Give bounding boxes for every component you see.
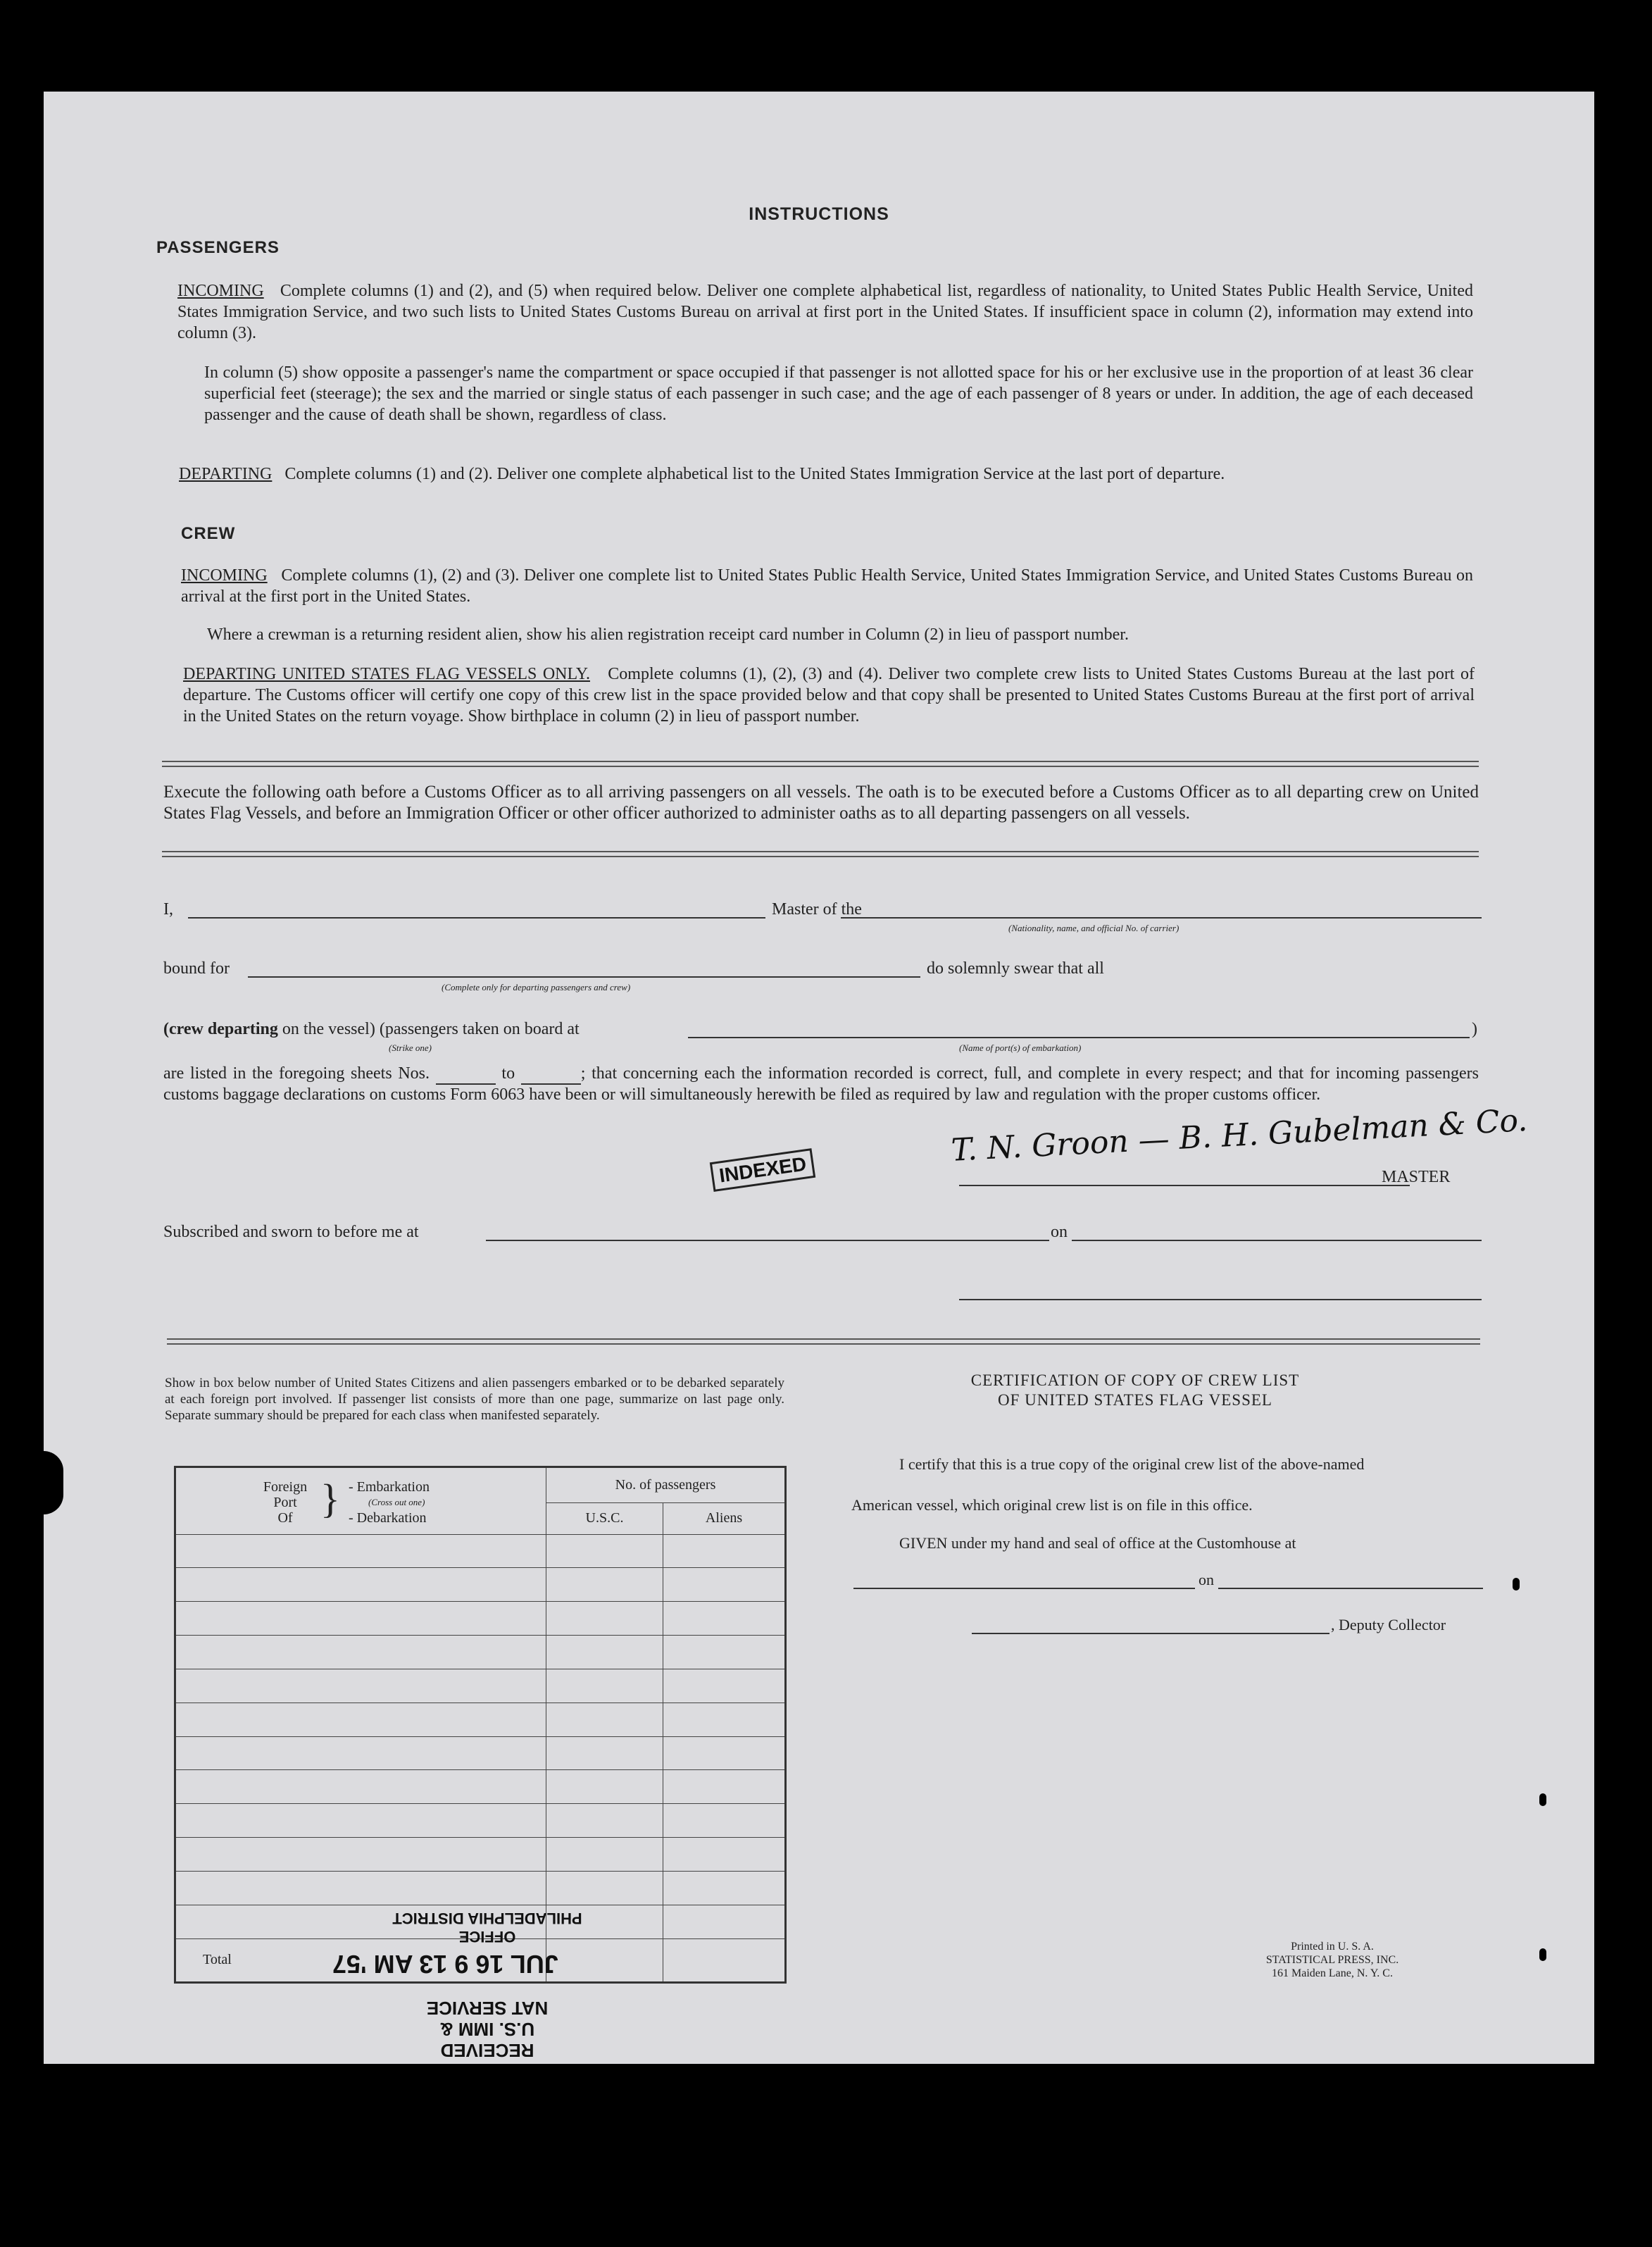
port-cell[interactable] (175, 1602, 546, 1636)
bound-for-label: bound for (163, 959, 230, 978)
debarkation-option[interactable]: - Debarkation (349, 1510, 427, 1526)
departing-flag-text: Complete columns (1), (2), (3) and (4). Deliver two complete crew lists to United States Customs Bureau at the last port of departure. The Customs officer will certify one copy of this crew list in the space provided below and that copy shall be presented to United States Customs Bureau at the first port of arrival in the United States on the return voyage. Show birthplace in column (2) in lieu of passport number. (183, 665, 1475, 726)
aliens-cell[interactable] (663, 1636, 786, 1669)
aliens-cell[interactable] (663, 1770, 786, 1804)
no-passengers-header: No. of passengers (546, 1467, 786, 1503)
aliens-cell[interactable] (663, 1703, 786, 1736)
crew-heading: CREW (181, 524, 236, 543)
cross-out-caption: (Cross out one) (368, 1496, 425, 1507)
departing-passengers-instruction (179, 463, 1473, 485)
incoming-text: Complete columns (1) and (2), and (5) when required below. Deliver one complete alphabetical list, regardless of nationality, to United States Public Health Service, United States Immigration Service, and two such lists to United States Customs Bureau on arrival at first port in the United States. If insufficient space in column (2), information may extend into column (3). (177, 282, 1473, 342)
crew-incoming-instruction (181, 565, 1473, 607)
listed-to: to (501, 1064, 515, 1083)
phila-office-line: OFFICE (458, 1928, 516, 1946)
bound-caption: (Complete only for departing passengers and crew) (442, 982, 631, 992)
certification-title-line-2: OF UNITED STATES FLAG VESSEL (998, 1391, 1272, 1409)
sworn-location-field[interactable] (486, 1240, 1049, 1241)
torn-edge (44, 1451, 63, 1514)
officer-signature-field[interactable] (959, 1299, 1482, 1300)
received-date-stamp: JUL 16 9 13 AM '57 (332, 1950, 558, 1979)
philadelphia-district-stamp (339, 1909, 635, 1946)
column5-instruction: In column (5) show opposite a passenger's name the compartment or space occupied if that passenger is not allotted space for his or her exclusive use in the proportion of at least 36 clear superficial feet (steerage); the sex and the married or single status of each passenger in such case; and the age of each passenger of 8 years or under. In addition, the age of each deceased passenger and the cause of death shall be shown, regardless of class. (204, 363, 1473, 424)
crew-departing-option[interactable]: (crew departing (163, 1020, 278, 1038)
cert-date-field[interactable] (1218, 1588, 1483, 1589)
usc-cell[interactable] (546, 1568, 663, 1602)
punch-hole (1539, 1948, 1546, 1961)
incoming-label: INCOMING (177, 282, 264, 300)
port-cell[interactable] (175, 1804, 546, 1838)
aliens-cell[interactable] (663, 1871, 786, 1905)
embarkation-port-field[interactable] (688, 1037, 1470, 1038)
sworn-date-field[interactable] (1072, 1240, 1482, 1241)
usc-cell[interactable] (546, 1703, 663, 1736)
departing-text: Complete columns (1) and (2). Deliver one complete alphabetical list to the United States Immigration Service at the last port of departure. (284, 465, 1225, 483)
usc-cell[interactable] (546, 1534, 663, 1568)
embark-debark-options (349, 1479, 430, 1526)
printer-line-2: STATISTICAL PRESS, INC. (1265, 1954, 1399, 1966)
aliens-cell[interactable] (663, 1602, 786, 1636)
usc-cell[interactable] (546, 1770, 663, 1804)
port-cell[interactable] (175, 1636, 546, 1669)
aliens-cell[interactable] (663, 1568, 786, 1602)
port-cell[interactable] (175, 1703, 546, 1736)
usc-header: U.S.C. (546, 1503, 663, 1535)
master-label: MASTER (1382, 1168, 1451, 1186)
embarkation-option[interactable]: - Embarkation (349, 1479, 430, 1495)
on-the-vessel: on the vessel) (282, 1020, 375, 1038)
total-aliens-cell[interactable] (663, 1938, 786, 1982)
foreign-label: Foreign (263, 1479, 308, 1495)
of-label: Of (277, 1510, 293, 1526)
subscribed-label: Subscribed and sworn to before me at (163, 1223, 419, 1241)
listed-sheets-paragraph (163, 1064, 1479, 1104)
master-of-the-label: Master of the (772, 900, 862, 919)
received-imm-stamp (396, 1998, 579, 2061)
printer-line-3: 161 Maiden Lane, N. Y. C. (1272, 1967, 1393, 1979)
printer-line-1: Printed in U. S. A. (1291, 1941, 1374, 1953)
certify-text: I certify that this is a true copy of the original crew list of the above-named (899, 1455, 1365, 1473)
crewman-instruction: Where a crewman is a returning resident alien, show his alien registration receipt card number in Column (2) in lieu of passport number. (207, 625, 1129, 644)
indexed-stamp: INDEXED (710, 1148, 816, 1192)
port-header-cell (175, 1467, 546, 1535)
port-cell[interactable] (175, 1568, 546, 1602)
passenger-summary-table (174, 1466, 787, 1984)
sworn-on-label: on (1051, 1223, 1068, 1241)
aliens-cell[interactable] (663, 1804, 786, 1838)
usc-cell[interactable] (546, 1804, 663, 1838)
port-cell[interactable] (175, 1669, 546, 1703)
section-divider (162, 761, 1479, 767)
certification-title-line-1: CERTIFICATION OF COPY OF CREW LIST (970, 1371, 1300, 1389)
carrier-field[interactable] (841, 917, 1482, 919)
port-cell[interactable] (175, 1838, 546, 1872)
port-label: Port (273, 1494, 297, 1510)
master-signature: T. N. Groon — B. H. Gubelman & Co. (950, 1102, 1529, 1169)
total-label: Total (175, 1938, 546, 1982)
received-line-2: U.S. IMM & (439, 2019, 535, 2040)
customhouse-field[interactable] (853, 1588, 1195, 1589)
usc-cell[interactable] (546, 1669, 663, 1703)
departing-flag-label: DEPARTING UNITED STATES FLAG VESSELS ONLY. (183, 665, 590, 683)
close-paren: ) (1472, 1020, 1477, 1038)
oath-divider (162, 851, 1479, 857)
passengers-taken-option[interactable]: (passengers taken on board at (379, 1020, 580, 1038)
usc-cell[interactable] (546, 1871, 663, 1905)
instructions-title: INSTRUCTIONS (749, 204, 889, 224)
i-label: I, (163, 900, 173, 919)
usc-cell[interactable] (546, 1636, 663, 1669)
port-caption: (Name of port(s) of embarkation) (959, 1042, 1082, 1053)
oath-intro: Execute the following oath before a Customs Officer as to all arriving passengers on all vessels. The oath is to be executed before a Customs Officer as to all departing crew on United States Flag Vessels, and before an Immigration Officer or other officer authorized to administer oaths as to all departing passengers on all vessels. (163, 783, 1479, 823)
departing-label: DEPARTING (179, 465, 273, 483)
american-vessel-text: American vessel, which original crew list is on file in this office. (851, 1496, 1253, 1514)
punch-hole (1513, 1578, 1520, 1591)
deputy-collector-label: , Deputy Collector (1331, 1616, 1446, 1633)
departing-flag-instruction (183, 664, 1475, 727)
printer-imprint (1227, 1940, 1438, 1980)
aliens-cell[interactable] (663, 1905, 786, 1938)
received-line-1: NAT SERVICE (426, 1998, 549, 2019)
punch-hole (1539, 1793, 1546, 1806)
master-name-field[interactable] (188, 917, 765, 919)
listed-text-a: are listed in the foregoing sheets Nos. (163, 1064, 430, 1083)
usc-cell[interactable] (546, 1838, 663, 1872)
aliens-header: Aliens (663, 1503, 786, 1535)
port-cell[interactable] (175, 1871, 546, 1905)
master-signature-line[interactable] (959, 1185, 1410, 1186)
foreign-port-label (254, 1479, 317, 1526)
incoming-passengers-instruction (177, 280, 1473, 344)
phila-district-line: PHILADELPHIA DISTRICT (392, 1910, 582, 1927)
port-cell[interactable] (175, 1534, 546, 1568)
port-cell[interactable] (175, 1736, 546, 1770)
sheet-to-field[interactable] (521, 1064, 581, 1085)
crew-incoming-text: Complete columns (1), (2) and (3). Deliver one complete list to United States Public Health Service, United States Immigration Service, and United States Customs Bureau on arrival at the first port in the United States. (181, 566, 1474, 606)
certification-title (861, 1371, 1410, 1410)
cert-on-label: on (1199, 1571, 1214, 1588)
port-cell[interactable] (175, 1770, 546, 1804)
aliens-cell[interactable] (663, 1736, 786, 1770)
aliens-cell[interactable] (663, 1838, 786, 1872)
crew-incoming-label: INCOMING (181, 566, 268, 585)
usc-cell[interactable] (546, 1736, 663, 1770)
summary-divider (167, 1338, 1480, 1345)
brace-glyph: } (320, 1475, 340, 1521)
swear-label: do solemnly swear that all (927, 959, 1104, 978)
given-text: GIVEN under my hand and seal of office at the Customhouse at (899, 1534, 1296, 1552)
usc-cell[interactable] (546, 1602, 663, 1636)
aliens-cell[interactable] (663, 1669, 786, 1703)
aliens-cell[interactable] (663, 1534, 786, 1568)
summary-instructions: Show in box below number of United States Citizens and alien passengers embarked or to be debarked separately at each foreign port involved. If passenger list consists of more than one page, summarize on last page only. Separate summary should be prepared for each class when manifested separately. (165, 1376, 784, 1423)
sheet-from-field[interactable] (436, 1064, 496, 1085)
crew-passengers-line (163, 1020, 580, 1039)
nationality-caption: (Nationality, name, and official No. of carrier) (1008, 923, 1179, 933)
passengers-heading: PASSENGERS (156, 238, 280, 257)
strike-one-caption: (Strike one) (389, 1042, 432, 1053)
form-page (44, 92, 1594, 2064)
listed-text-b: ; that concerning each the information recorded is correct, full, and complete in every respect; and that for incoming passengers customs baggage declarations on customs Form 6063 have been or will simultaneously herewith be filed as required by law and regulation with the proper customs officer. (163, 1064, 1479, 1104)
deputy-collector-field[interactable] (972, 1633, 1329, 1634)
bound-for-field[interactable] (248, 976, 920, 978)
received-line-3: RECEIVED (440, 2040, 534, 2061)
